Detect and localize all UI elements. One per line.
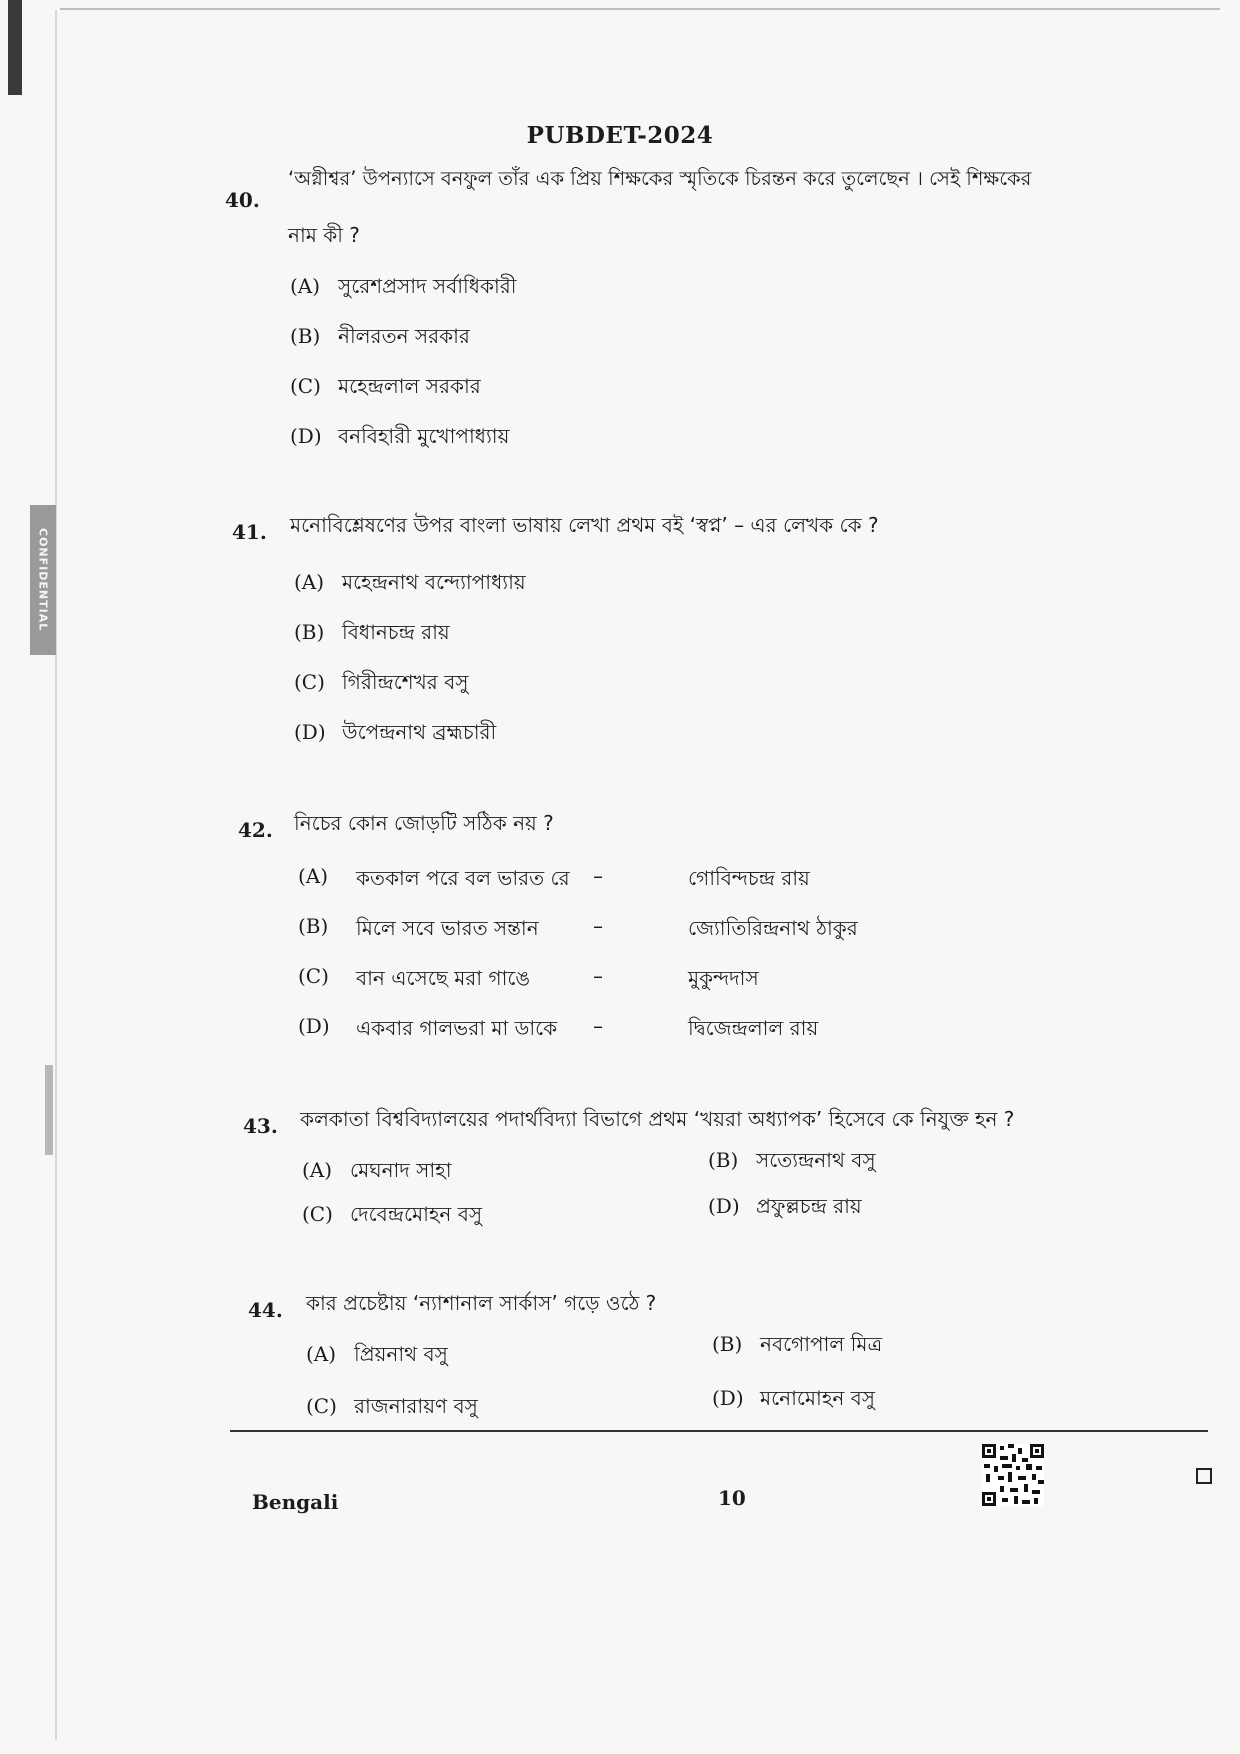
song-title: বান এসেছে মরা গাঙে bbox=[356, 966, 531, 990]
option-label: (C) bbox=[290, 374, 321, 398]
option-label: (C) bbox=[298, 964, 329, 988]
page-number: 10 bbox=[718, 1486, 746, 1510]
option-d bbox=[708, 1192, 862, 1225]
option-text: রাজনারায়ণ বসু bbox=[354, 1394, 478, 1418]
option-label: (D) bbox=[298, 1014, 330, 1038]
author-name: মুকুন্দদাস bbox=[688, 966, 759, 990]
option-d bbox=[712, 1384, 875, 1417]
option-label: (D) bbox=[294, 720, 326, 744]
scan-edge-mark bbox=[8, 0, 22, 95]
author-name: দ্বিজেন্দ্রলাল রায় bbox=[688, 1016, 819, 1040]
song-title: কতকাল পরে বল ভারত রে bbox=[356, 866, 570, 890]
option-c bbox=[294, 668, 468, 701]
corner-mark bbox=[1196, 1468, 1212, 1484]
option-b bbox=[294, 618, 450, 651]
option-label: (D) bbox=[708, 1194, 740, 1218]
question-text: কার প্রচেষ্টায় ‘ন্যাশানাল সার্কাস’ গড়ে ওঠে ? bbox=[306, 1291, 657, 1315]
option-label: (A) bbox=[306, 1342, 337, 1366]
option-label: (B) bbox=[298, 914, 329, 938]
qr-code-icon bbox=[982, 1444, 1044, 1506]
option-label: (A) bbox=[298, 864, 329, 888]
option-label: (A) bbox=[302, 1158, 333, 1182]
option-a bbox=[306, 1340, 448, 1373]
question-text: নিচের কোন জোড়টি সঠিক নয় ? bbox=[294, 811, 554, 835]
pair-dash: – bbox=[593, 1014, 603, 1038]
option-text: নবগোপাল মিত্র bbox=[760, 1332, 883, 1356]
question-number: 41. bbox=[232, 520, 267, 544]
question-number: 42. bbox=[238, 818, 273, 842]
option-text: মেঘনাদ সাহা bbox=[350, 1158, 452, 1182]
footer-subject: Bengali bbox=[252, 1490, 339, 1514]
question-text: মনোবিশ্লেষণের উপর বাংলা ভাষায় লেখা প্রথম বই ‘স্বপ্ন’ – এর লেখক কে ? bbox=[290, 513, 879, 537]
author-name: জ্যোতিরিন্দ্রনাথ ঠাকুর bbox=[688, 916, 858, 940]
pair-b bbox=[298, 914, 918, 944]
option-label: (B) bbox=[712, 1332, 743, 1356]
option-a bbox=[302, 1156, 452, 1189]
option-b bbox=[712, 1330, 882, 1363]
option-a bbox=[290, 272, 516, 305]
option-label: (B) bbox=[294, 620, 325, 644]
option-d bbox=[294, 718, 496, 751]
option-b bbox=[708, 1146, 876, 1179]
confidential-tag: CONFIDENTIAL bbox=[30, 505, 56, 655]
option-text: গিরীন্দ্রশেখর বসু bbox=[342, 670, 469, 694]
option-text: মহেন্দ্রলাল সরকার bbox=[338, 374, 481, 398]
question-number: 44. bbox=[248, 1298, 283, 1322]
option-b bbox=[290, 322, 470, 355]
option-text: উপেন্দ্রনাথ ব্রহ্মচারী bbox=[342, 720, 497, 744]
question-text-line2: নাম কী ? bbox=[288, 223, 360, 247]
option-c bbox=[306, 1392, 478, 1425]
question-number: 40. bbox=[225, 188, 260, 212]
page-header: PUBDET-2024 bbox=[526, 122, 714, 149]
author-name: গোবিন্দচন্দ্র রায় bbox=[688, 866, 810, 890]
option-label: (B) bbox=[290, 324, 321, 348]
footer-divider bbox=[230, 1430, 1208, 1432]
option-label: (D) bbox=[290, 424, 322, 448]
pair-d bbox=[298, 1014, 918, 1044]
option-text: সুরেশপ্রসাদ সর্বাধিকারী bbox=[338, 274, 517, 298]
song-title: একবার গালভরা মা ডাকে bbox=[356, 1016, 558, 1040]
option-text: প্রিয়নাথ বসু bbox=[354, 1342, 448, 1366]
scan-top-edge bbox=[60, 8, 1220, 10]
song-title: মিলে সবে ভারত সন্তান bbox=[356, 916, 539, 940]
pair-dash: – bbox=[593, 914, 603, 938]
option-text: নীলরতন সরকার bbox=[338, 324, 470, 348]
option-text: মহেন্দ্রনাথ বন্দ্যোপাধ্যায় bbox=[342, 570, 526, 594]
option-c bbox=[290, 372, 481, 405]
question-text: কলকাতা বিশ্ববিদ্যালয়ের পদার্থবিদ্যা বিভাগে প্রথম ‘খয়রা অধ্যাপক’ হিসেবে কে নিযুক্ত হন ? bbox=[300, 1107, 1015, 1131]
option-text: বনবিহারী মুখোপাধ্যায় bbox=[338, 424, 510, 448]
option-text: মনোমোহন বসু bbox=[760, 1386, 875, 1410]
scan-fold-line bbox=[55, 10, 57, 1740]
pair-dash: – bbox=[593, 864, 603, 888]
option-text: প্রফুল্লচন্দ্র রায় bbox=[756, 1194, 862, 1218]
option-label: (A) bbox=[294, 570, 325, 594]
pair-a bbox=[298, 864, 918, 894]
option-label: (C) bbox=[294, 670, 325, 694]
option-text: বিধানচন্দ্র রায় bbox=[342, 620, 450, 644]
pair-c bbox=[298, 964, 918, 994]
staple-mark bbox=[45, 1065, 53, 1155]
option-label: (A) bbox=[290, 274, 321, 298]
pair-dash: – bbox=[593, 964, 603, 988]
option-d bbox=[290, 422, 509, 455]
option-text: সত্যেন্দ্রনাথ বসু bbox=[756, 1148, 876, 1172]
question-number: 43. bbox=[243, 1114, 278, 1138]
option-a bbox=[294, 568, 526, 601]
option-label: (B) bbox=[708, 1148, 739, 1172]
question-text-line1: ‘অগ্নীশ্বর’ উপন্যাসে বনফুল তাঁর এক প্রিয় শিক্ষকের স্মৃতিকে চিরন্তন করে তুলেছেন । সেই শিক্ষকের bbox=[288, 167, 1032, 190]
option-label: (C) bbox=[306, 1394, 337, 1418]
option-label: (C) bbox=[302, 1202, 333, 1226]
option-c bbox=[302, 1200, 482, 1233]
option-label: (D) bbox=[712, 1386, 744, 1410]
option-text: দেবেন্দ্রমোহন বসু bbox=[350, 1202, 483, 1226]
